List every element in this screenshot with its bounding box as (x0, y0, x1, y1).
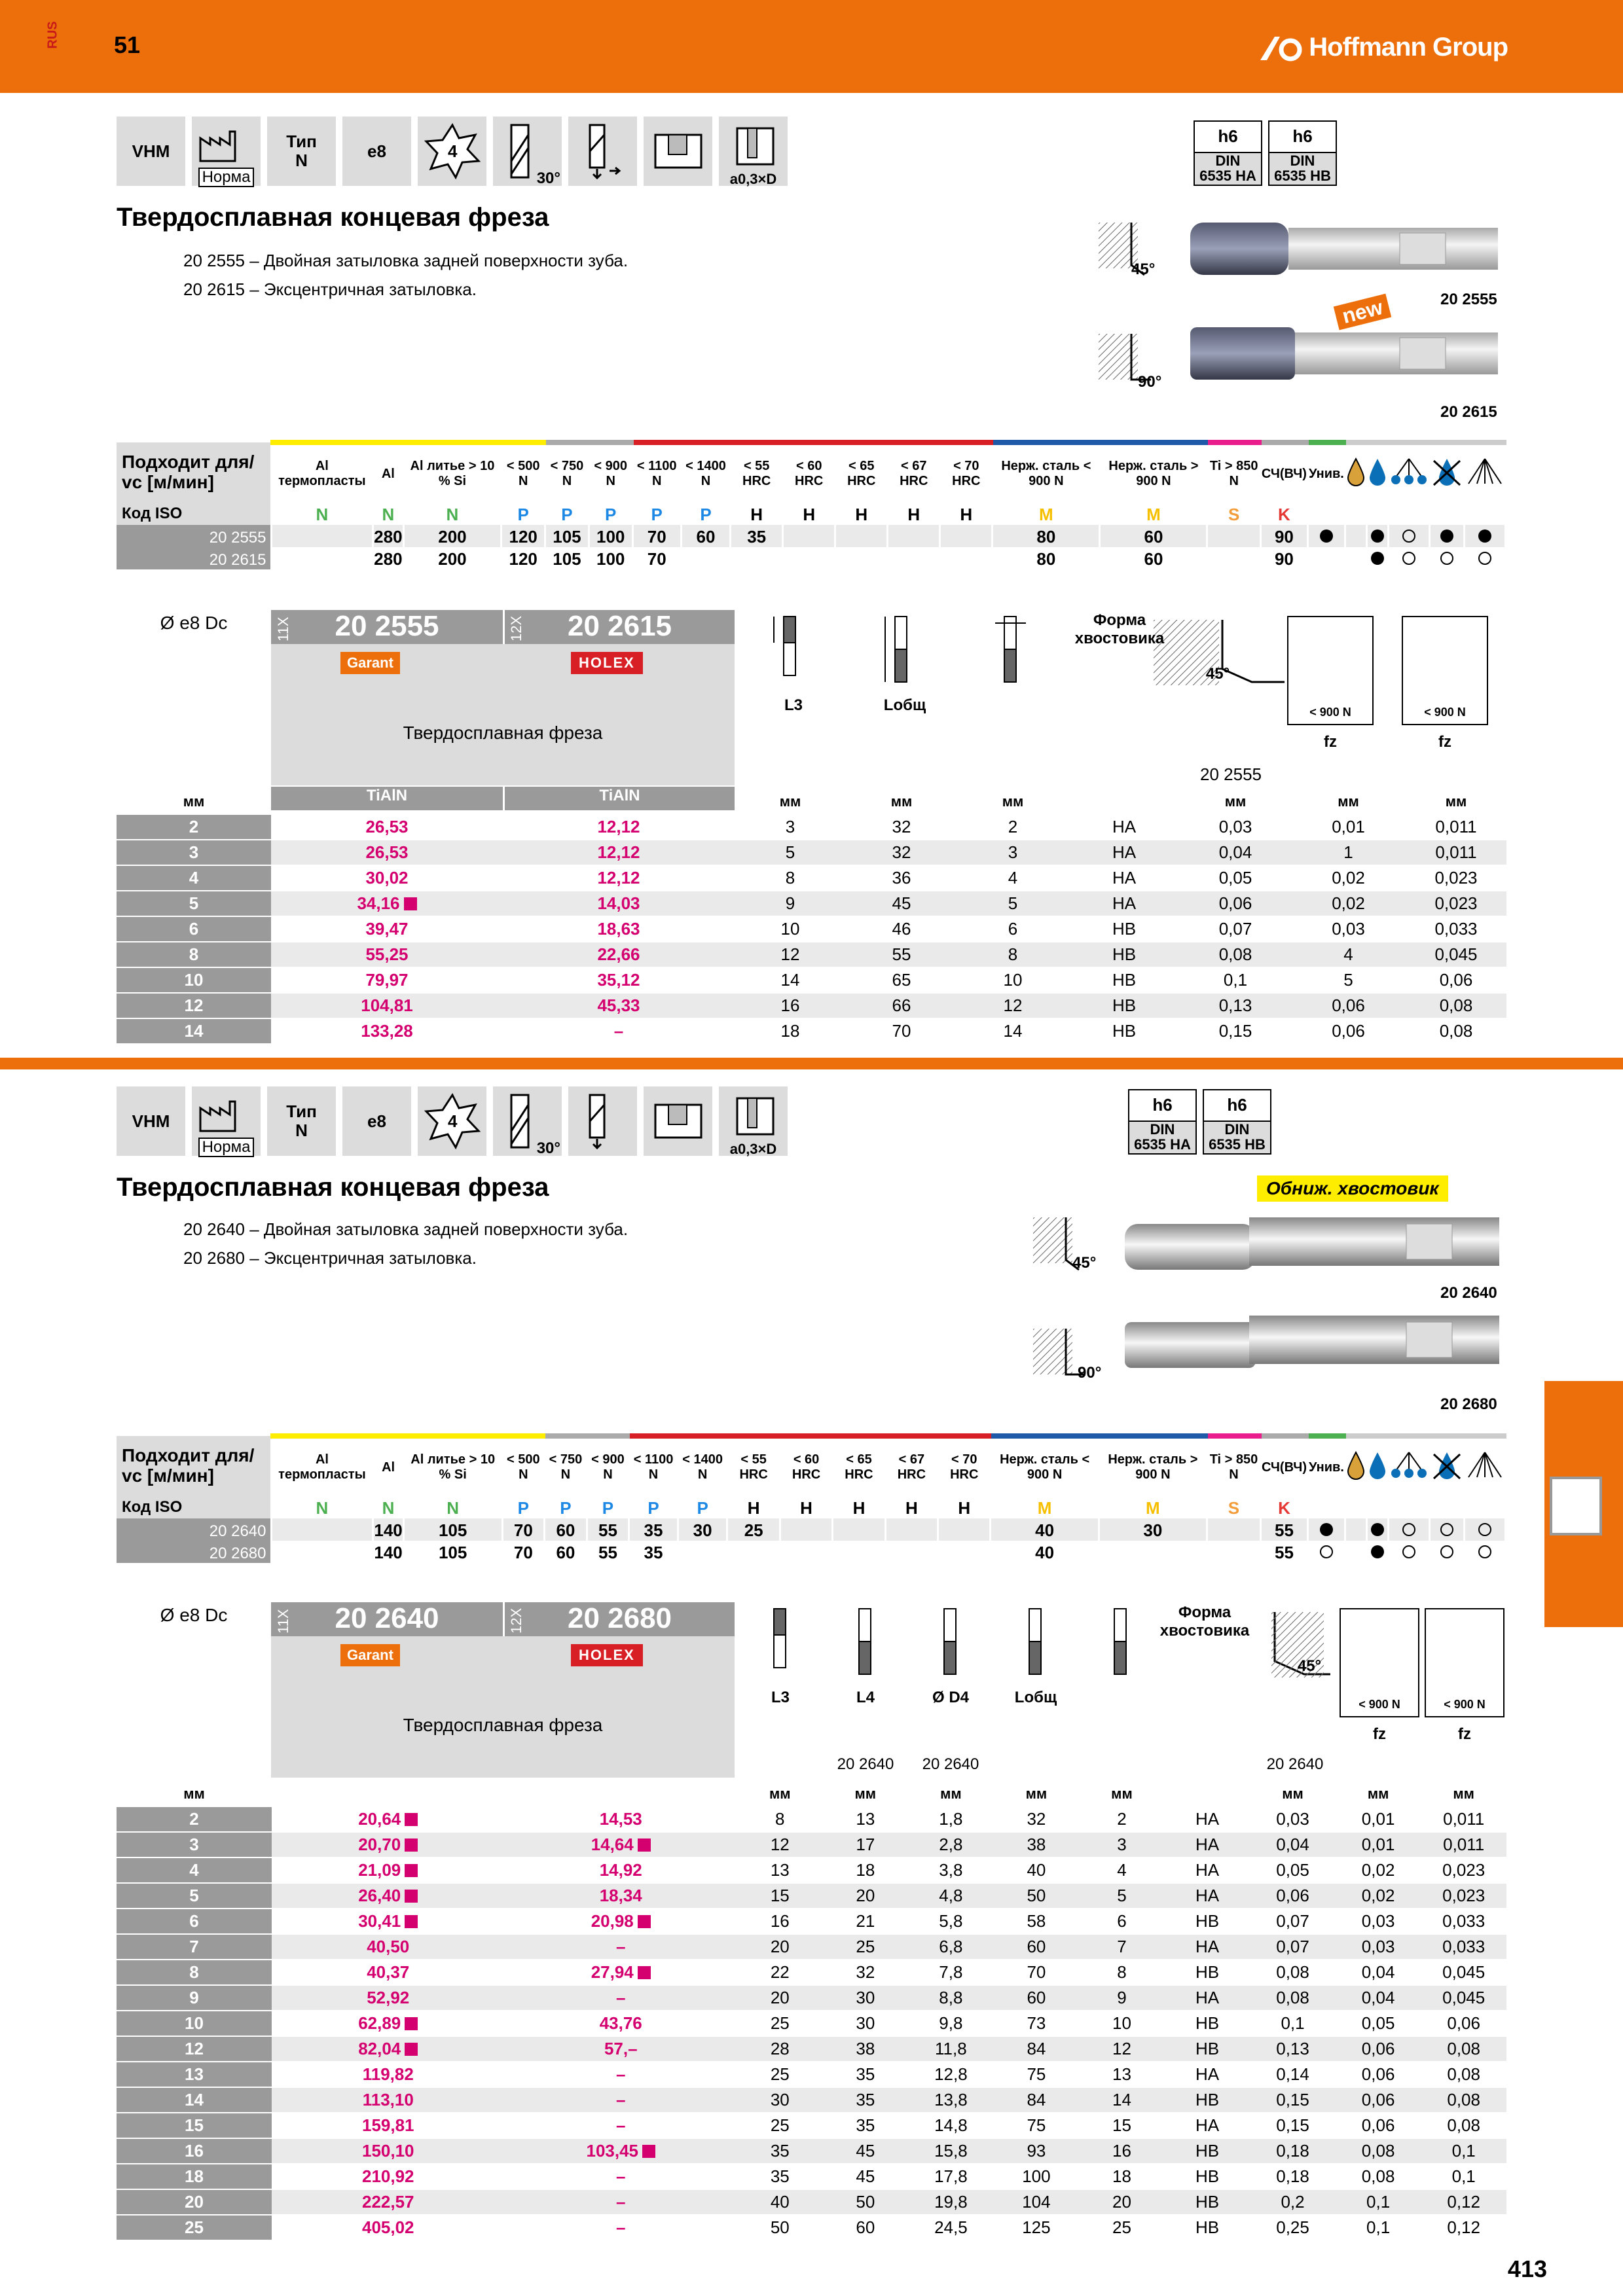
plunge-feed-icon (574, 122, 632, 181)
type-icon: Тип N (267, 117, 336, 186)
price-cell: – (505, 2113, 738, 2138)
holex-logo: HOLEX (571, 652, 643, 674)
price-cell: – (505, 1934, 738, 1960)
description-1: 20 2555 – Двойная затыловка задней поверхности зуба. 20 2615 – Эксцентричная затыловка. (183, 251, 629, 299)
price-cell: 40,50 (272, 1934, 505, 1960)
price-cell: 12,12 (503, 840, 735, 865)
diameter-cell: 6 (117, 916, 271, 942)
diameter-cell: 4 (117, 1857, 272, 1883)
article-code-20-2615: 20 2615 (503, 610, 735, 644)
oil-drop-icon (1345, 442, 1366, 503)
diameter-cell: 10 (117, 2011, 272, 2036)
mql-icon (1388, 442, 1429, 503)
mql-icon (1388, 1436, 1429, 1496)
price-cell: 14,53 (505, 1806, 738, 1832)
plunge-icon (568, 117, 637, 186)
suitability-row-20-2640: 20 2640 140 105 70 60 55 35 30 25 40 30 55 (117, 1518, 1506, 1541)
price-cell: 20,70 (272, 1832, 505, 1857)
dimension-table-2: мм мм мм мм мм мм мм мм мм 2 20,64 14,53 8 13 1,8 32 2 HA 0,03 0,01 0,011 3 20,70 14,64 12 17 2,8 38 3 HA 0,04 0,01 0,011 4 21,09 14,92 13 18 3,8 40 4 HA 0,05 0,02 0,023 5 26,40 18,34 15 20 4,8 50 5 HA 0,06 0,02 0,023 6 30,41 20,98 16 21 5,8 58 6 HB 0,07 0,03 0,033 7 40,50 – 20 25 6,8 60 7 HA 0,07 0,03 0,033 8 40,37 27,94 22 32 7,8 70 8 HB 0,08 0,04 0,045 9 52,92 – 20 30 8,8 60 9 HA 0,08 0,04 0,045 10 62,89 43,76 25 30 9,8 73 10 HB 0,1 0,05 0,06 12 82,04 57,– 28 38 11,8 84 12 HB 0,13 0,06 0,08 13 119,82 – 25 35 12,8 75 13 HA 0,14 0,06 0,08 14 113,10 – 30 35 13,8 84 14 HB 0,15 0,06 0,08 15 159,81 – 25 35 14,8 75 15 HA 0,15 0,06 0,08 16 150,10 103,45 35 45 15,8 93 16 HB 0,18 0,08 0,1 18 210,92 – 35 45 17,8 100 18 HB 0,18 0,08 0,1 20 222,57 – 40 50 19,8 104 20 HB 0,2 0,1 0,12 25 405,02 – 50 60 24,5 125 25 HB 0,25 0,1 0,12 (117, 1782, 1506, 2241)
limited-circle-icon (1440, 1545, 1453, 1558)
diameter-cell: 2 (117, 1806, 272, 1832)
page-number: 413 (1507, 2255, 1547, 2282)
end-mill-tab-icon (1550, 1477, 1602, 1535)
suitability-row-20-2555: 20 2555 280 200 120 105 100 70 60 35 80 60 90 (117, 525, 1506, 547)
diameter-cell: 13 (117, 2062, 272, 2087)
hoffmann-logo-icon (1260, 35, 1306, 62)
stock-square-icon (405, 2043, 418, 2056)
stock-square-icon (638, 1839, 651, 1852)
price-cell: 30,41 (272, 1909, 505, 1934)
price-cell: – (505, 2087, 738, 2113)
price-cell: 210,92 (272, 2164, 505, 2189)
suitable-dot-icon (1440, 529, 1453, 543)
emulsion-drop-icon (1366, 1436, 1388, 1496)
article-code-20-2555: 20 2555 (271, 610, 503, 644)
limited-circle-icon (1402, 1523, 1415, 1536)
stock-square-icon (405, 1864, 418, 1877)
norm-icon: Норма (192, 117, 261, 186)
flutes-icon (418, 117, 486, 186)
slot-milling-icon (649, 122, 708, 181)
price-cell: 79,97 (271, 967, 503, 993)
table-row: 14 133,28 – 18 70 14 HB 0,15 0,06 0,08 (117, 1018, 1506, 1044)
suitable-dot-icon (1320, 529, 1333, 543)
price-cell: 62,89 (272, 2011, 505, 2036)
diameter-cell: 18 (117, 2164, 272, 2189)
limited-circle-icon (1440, 1523, 1453, 1536)
tool-caption-20-2555: 20 2555 (1440, 291, 1497, 308)
garant-logo: Garant (340, 652, 400, 674)
section-title-1: Твердосплавная концевая фреза (117, 203, 549, 232)
limited-circle-icon (1478, 1545, 1491, 1558)
limited-circle-icon (1478, 552, 1491, 565)
diameter-cell: 5 (117, 1883, 272, 1909)
stock-square-icon (638, 1966, 651, 1979)
table-row: 12 82,04 57,– 28 38 11,8 84 12 HB 0,13 0,06 0,08 (117, 2036, 1506, 2062)
no-coolant-icon (1429, 1436, 1464, 1496)
table-row: 14 113,10 – 30 35 13,8 84 14 HB 0,15 0,06 0,08 (117, 2087, 1506, 2113)
page-header (0, 0, 1623, 93)
price-cell: 18,63 (503, 916, 735, 942)
suitable-dot-icon (1371, 1523, 1384, 1536)
product-name-1: Твердосплавная фреза (403, 723, 603, 743)
price-cell: 26,40 (272, 1883, 505, 1909)
suitability-table-1: Подходит для/ vc [м/мин] Al термопласты Al Al литье > 10 % Si < 500 N < 750 N < 900 N < 1100 N < 1400 N < 55 HRC < 60 HRC < 65 HRC < 67 HRC < 70 HRC Нерж. сталь < 900 N Нерж. сталь > 900 N Ti > 850 N СЧ(ВЧ) Унив. Код ISO N N N P P P P P H H H H H M M S K 20 2555 280 200 120 105 100 70 60 35 80 60 90 20 2615 280 200 120 105 100 70 80 60 90 (117, 440, 1506, 569)
plunge-feed-icon (574, 1092, 632, 1151)
price-cell: 35,12 (503, 967, 735, 993)
table-row: 5 34,16 14,03 9 45 5 HA 0,06 0,02 0,023 (117, 891, 1506, 916)
table-row: 2 26,53 12,12 3 32 2 HA 0,03 0,01 0,011 (117, 814, 1506, 840)
price-cell: 39,47 (271, 916, 503, 942)
four-flute-icon (423, 1092, 482, 1151)
price-cell: 21,09 (272, 1857, 505, 1883)
price-cell: – (503, 1018, 735, 1044)
price-cell: 103,45 (505, 2138, 738, 2164)
article-code-20-2640: 20 2640 (271, 1602, 503, 1636)
price-cell: 133,28 (271, 1018, 503, 1044)
new-badge: new (1334, 294, 1392, 331)
table-row: 9 52,92 – 20 30 8,8 60 9 HA 0,08 0,04 0,045 (117, 1985, 1506, 2011)
diameter-cell: 8 (117, 942, 271, 967)
price-cell: 222,57 (272, 2189, 505, 2215)
table-row: 10 62,89 43,76 25 30 9,8 73 10 HB 0,1 0,05 0,06 (117, 2011, 1506, 2036)
price-cell: 159,81 (272, 2113, 505, 2138)
limited-circle-icon (1320, 1545, 1333, 1558)
price-cell: 18,34 (505, 1883, 738, 1909)
brand-logo: Hoffmann Group (1260, 33, 1508, 62)
tool-caption-20-2615: 20 2615 (1440, 403, 1497, 421)
diameter-cell: 6 (117, 1909, 272, 1934)
price-cell: 26,53 (271, 840, 503, 865)
dry-air-icon (1464, 442, 1505, 503)
tool-images-2 (1033, 1211, 1504, 1394)
price-cell: 14,03 (503, 891, 735, 916)
svg-text:4: 4 (447, 141, 457, 161)
diameter-cell: 25 (117, 2215, 272, 2240)
diameter-cell: 14 (117, 2087, 272, 2113)
table-row: 8 55,25 22,66 12 55 8 HB 0,08 4 0,045 (117, 942, 1506, 967)
table-row: 3 26,53 12,12 5 32 3 HA 0,04 1 0,011 (117, 840, 1506, 865)
limited-circle-icon (1478, 1523, 1491, 1536)
diameter-cell: 12 (117, 2036, 272, 2062)
diameter-cell: 4 (117, 865, 271, 891)
table-row: 2 20,64 14,53 8 13 1,8 32 2 HA 0,03 0,01 0,011 (117, 1806, 1506, 1832)
price-cell: 34,16 (271, 891, 503, 916)
standard-din-hb-2: h6 DIN 6535 HB (1203, 1089, 1271, 1155)
diameter-cell: 14 (117, 1018, 271, 1044)
price-cell: 150,10 (272, 2138, 505, 2164)
diameter-cell: 8 (117, 1960, 272, 1985)
standard-din-hb: h6 DIN 6535 HB (1268, 120, 1337, 186)
price-cell: 104,81 (271, 993, 503, 1018)
angle-90-label: 90° (1138, 373, 1162, 391)
stock-square-icon (638, 1915, 651, 1928)
price-cell: – (505, 2164, 738, 2189)
price-cell: 45,33 (503, 993, 735, 1018)
price-cell: 12,12 (503, 865, 735, 891)
no-coolant-icon (1429, 442, 1464, 503)
article-code-20-2680: 20 2680 (503, 1602, 735, 1636)
stock-square-icon (405, 1890, 418, 1903)
limited-circle-icon (1402, 552, 1415, 565)
table-row: 4 21,09 14,92 13 18 3,8 40 4 HA 0,05 0,02 0,023 (117, 1857, 1506, 1883)
material-icon: VHM (117, 117, 185, 186)
description-2: 20 2640 – Двойная затыловка задней поверхности зуба. 20 2680 – Эксцентричная затыловка. (183, 1219, 629, 1268)
stock-square-icon (404, 897, 417, 910)
suitable-dot-icon (1320, 1523, 1333, 1536)
diameter-cell: 5 (117, 891, 271, 916)
price-cell: – (505, 2189, 738, 2215)
svg-text:4: 4 (447, 1111, 457, 1131)
stock-square-icon (405, 1839, 418, 1852)
price-cell: 57,– (505, 2036, 738, 2062)
chapter-number: 51 (114, 31, 141, 58)
price-cell: 14,64 (505, 1832, 738, 1857)
price-cell: 40,37 (272, 1960, 505, 1985)
standard-din-ha-2: h6 DIN 6535 HA (1128, 1089, 1197, 1155)
price-cell: 55,25 (271, 942, 503, 967)
slot-milling-icon (649, 1092, 708, 1151)
tolerance-icon: e8 (342, 117, 411, 186)
price-cell: 22,66 (503, 942, 735, 967)
table-row: 8 40,37 27,94 22 32 7,8 70 8 HB 0,08 0,04 0,045 (117, 1960, 1506, 1985)
table-row: 20 222,57 – 40 50 19,8 104 20 HB 0,2 0,1 0,12 (117, 2189, 1506, 2215)
tool-caption-20-2680: 20 2680 (1440, 1395, 1497, 1413)
table-row: 6 30,41 20,98 16 21 5,8 58 6 HB 0,07 0,03 0,033 (117, 1909, 1506, 1934)
limited-circle-icon (1440, 552, 1453, 565)
price-cell: 12,12 (503, 814, 735, 840)
table-row: 13 119,82 – 25 35 12,8 75 13 HA 0,14 0,06 0,08 (117, 2062, 1506, 2087)
emulsion-drop-icon (1366, 442, 1388, 503)
section-divider (0, 1058, 1623, 1069)
stock-square-icon (405, 2017, 418, 2030)
suitability-table-2: Подходит для/ vc [м/мин] Al термопласты Al Al литье > 10 % Si < 500 N < 750 N < 900 N < 1100 N < 1400 N < 55 HRC < 60 HRC < 65 HRC < 67 HRC < 70 HRC Нерж. сталь < 900 N Нерж. сталь > 900 N Ti > 850 N СЧ(ВЧ) Унив. Код ISO N N N P P P P P H H H H H M M S K 20 2640 140 105 70 60 55 35 30 25 40 30 55 20 2680 140 105 70 60 55 35 40 55 (117, 1433, 1506, 1563)
diameter-cell: 2 (117, 814, 271, 840)
suitable-dot-icon (1371, 1545, 1384, 1558)
price-cell: 30,02 (271, 865, 503, 891)
table-row: 7 40,50 – 20 25 6,8 60 7 HA 0,07 0,03 0,033 (117, 1934, 1506, 1960)
diameter-cell: 9 (117, 1985, 272, 2011)
price-cell: 405,02 (272, 2215, 505, 2240)
suitable-dot-icon (1371, 552, 1384, 565)
limited-circle-icon (1402, 529, 1415, 543)
table-row: 16 150,10 103,45 35 45 15,8 93 16 HB 0,18 0,08 0,1 (117, 2138, 1506, 2164)
diameter-cell: 10 (117, 967, 271, 993)
price-cell: 20,98 (505, 1909, 738, 1934)
slot-icon (644, 117, 712, 186)
table-row: 6 39,47 18,63 10 46 6 HB 0,07 0,03 0,033 (117, 916, 1506, 942)
stock-square-icon (405, 1915, 418, 1928)
diameter-cell: 16 (117, 2138, 272, 2164)
limited-circle-icon (1402, 1545, 1415, 1558)
tool-caption-20-2640: 20 2640 (1440, 1284, 1497, 1302)
table-row: 18 210,92 – 35 45 17,8 100 18 HB 0,18 0,08 0,1 (117, 2164, 1506, 2189)
four-flute-icon (423, 122, 482, 181)
price-cell: 27,94 (505, 1960, 738, 1985)
helix-icon: 30° (493, 117, 562, 186)
price-cell: – (505, 1985, 738, 2011)
price-cell: 43,76 (505, 2011, 738, 2036)
table-row: 3 20,70 14,64 12 17 2,8 38 3 HA 0,04 0,01 0,011 (117, 1832, 1506, 1857)
diameter-label-1: Ø e8 Dc (160, 613, 228, 633)
price-cell: 26,53 (271, 814, 503, 840)
table-row: 12 104,81 45,33 16 66 12 HB 0,13 0,06 0,08 (117, 993, 1506, 1018)
dry-air-icon (1464, 1436, 1505, 1496)
table-row: 15 159,81 – 25 35 14,8 75 15 HA 0,15 0,06 0,08 (117, 2113, 1506, 2138)
price-cell: 20,64 (272, 1806, 505, 1832)
diameter-cell: 12 (117, 993, 271, 1018)
suitable-dot-icon (1478, 529, 1491, 543)
diameter-cell: 15 (117, 2113, 272, 2138)
angle-45-label: 45° (1131, 260, 1156, 278)
price-cell: 14,92 (505, 1857, 738, 1883)
dimension-table-1: мм мм мм мм мм мм мм 2 26,53 12,12 3 32 2 HA 0,03 0,01 0,011 3 26,53 12,12 5 32 3 HA 0,04 1 0,011 4 30,02 12,12 8 36 4 HA 0,05 0,02 0,023 5 34,16 14,03 9 45 5 HA 0,06 0,02 0,023 6 39,47 18,63 10 46 6 HB 0,07 0,03 0,033 8 55,25 22,66 12 55 8 HB 0,08 4 0,045 10 79,97 35,12 14 65 10 HB 0,1 5 0,06 12 104,81 45,33 16 66 12 HB 0,13 0,06 0,08 14 133,28 – 18 70 14 HB 0,15 0,06 0,08 (117, 789, 1506, 1045)
price-cell: 119,82 (272, 2062, 505, 2087)
spec-icons-2: VHM Норма Тип N e8 4 30° a0,3×D (117, 1086, 788, 1156)
diameter-cell: 3 (117, 1832, 272, 1857)
diameter-cell: 20 (117, 2189, 272, 2215)
suitable-dot-icon (1371, 529, 1384, 543)
price-cell: 52,92 (272, 1985, 505, 2011)
language-code: RUS (45, 21, 60, 49)
price-cell: – (505, 2215, 738, 2240)
reduced-shank-label: Обниж. хвостовик (1257, 1175, 1448, 1202)
oil-drop-icon (1345, 1436, 1366, 1496)
depth-icon: a0,3×D (719, 117, 788, 186)
standard-din-ha: h6 DIN 6535 HA (1194, 120, 1262, 186)
price-cell: – (505, 2062, 738, 2087)
diameter-cell: 7 (117, 1934, 272, 1960)
price-cell: 82,04 (272, 2036, 505, 2062)
table-row: 10 79,97 35,12 14 65 10 HB 0,1 5 0,06 (117, 967, 1506, 993)
stock-square-icon (405, 1813, 418, 1826)
stock-square-icon (642, 2145, 655, 2158)
diameter-cell: 3 (117, 840, 271, 865)
table-row: 5 26,40 18,34 15 20 4,8 50 5 HA 0,06 0,02 0,023 (117, 1883, 1506, 1909)
table-row: 25 405,02 – 50 60 24,5 125 25 HB 0,25 0,1 0,12 (117, 2215, 1506, 2240)
suitability-row-20-2615: 20 2615 280 200 120 105 100 70 80 60 90 (117, 547, 1506, 569)
price-cell: 113,10 (272, 2087, 505, 2113)
chapter-side-tab (1544, 1381, 1623, 1627)
suitability-label: Подходит для/ vc [м/мин] (117, 442, 271, 503)
section-title-2: Твердосплавная концевая фреза (117, 1173, 549, 1202)
suitability-row-20-2680: 20 2680 140 105 70 60 55 35 40 55 (117, 1541, 1506, 1563)
table-row: 4 30,02 12,12 8 36 4 HA 0,05 0,02 0,023 (117, 865, 1506, 891)
spec-icons-1 (117, 117, 788, 186)
